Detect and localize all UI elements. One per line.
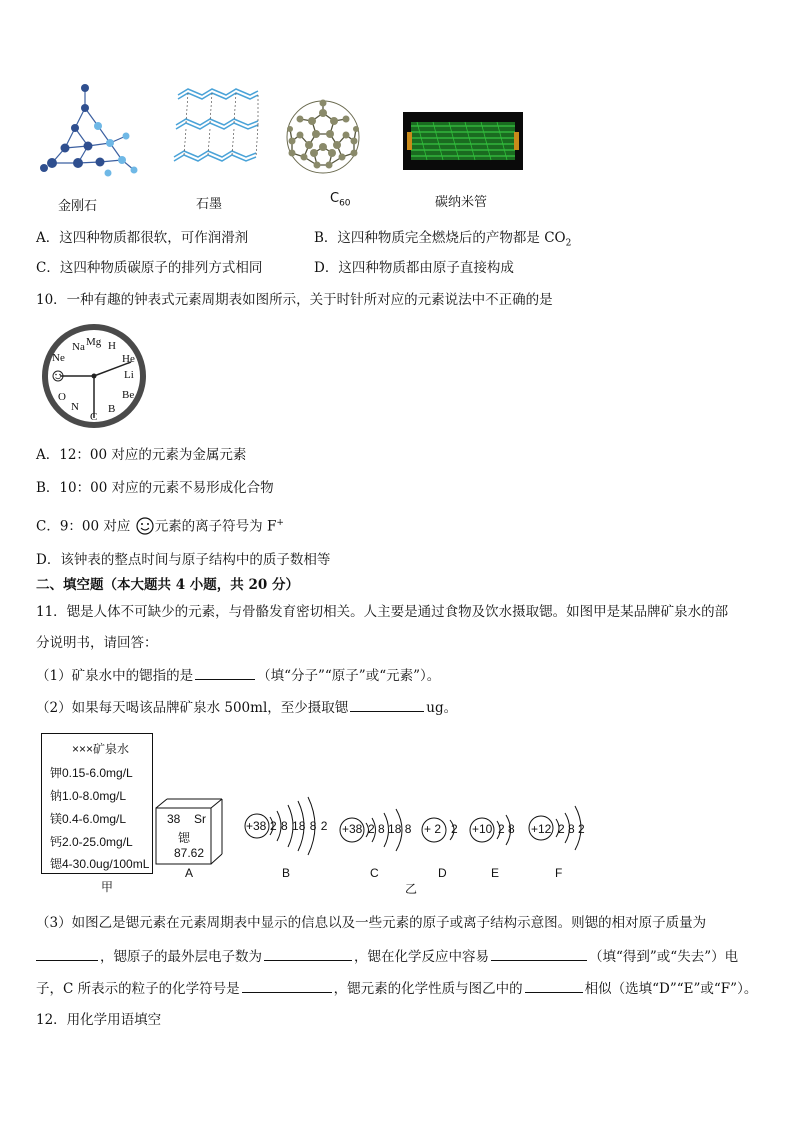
electron-shells: 2 8 2 [558,822,585,836]
clock-label-c: C [90,411,98,423]
q10-stem: 10．一种有趣的钟表式元素周期表如图所示，关于时针所对应的元素说法中不正确的是 [36,292,553,308]
clock-label-na: Na [72,341,85,353]
structure-caption: D [438,866,447,880]
q11-stem-line2: 分说明书，请回答： [36,635,158,651]
q11-part3-line3: 子，C 所表示的粒子的化学符号是 ，锶元素的化学性质与图乙中的 相似（选填“D”“E”或“F”）。 [36,978,757,998]
answer-blank[interactable] [195,665,255,680]
element-card-caption: A [185,866,194,880]
answer-blank[interactable] [491,946,587,961]
answer-blank[interactable] [350,697,424,712]
label-line: 钙2.0-25.0mg/L [50,835,133,849]
electron-shells: 2 8 [498,822,515,836]
label-line: 钠1.0-8.0mg/L [50,789,127,803]
section-heading: 二、填空题（本大题共 4 小题，共 20 分） [36,577,299,593]
q11-part1: （1）矿泉水中的锶指的是 （填“分子”“原子”或“元素”）。 [36,665,440,685]
clock-label-mg: Mg [86,336,102,348]
label-line: 锶4-30.0ug/100mL [50,857,150,871]
nanotube-caption: 碳纳米管 [435,195,488,210]
label-box-caption: 甲 [101,880,114,894]
element-mass: 87.62 [174,846,205,860]
q11-stem-line1: 11．锶是人体不可缺少的元素，与骨骼发育密切相关。人主要是通过食物及饮水摄取锶。如图甲是某品牌矿泉水的部 [36,604,729,620]
diamond-caption: 金刚石 [58,199,98,214]
c60-caption: $C_{60}$ [330,191,351,209]
answer-blank[interactable] [36,946,98,961]
q12-stem: 12．用化学用语填空 [36,1012,162,1028]
nucleus-charge: +10 [472,822,493,836]
c60-structure-image [282,95,364,181]
element-symbol: Sr [194,812,206,826]
element-name: 锶 [178,831,191,845]
q11-part2: （2）如果每天喝该品牌矿泉水 500ml，至少摄取锶 ug。 [36,697,457,717]
q10-option-c: C．9：00 对应 元素的离子符号为 F+ [36,518,284,535]
clock-label-h: H [108,340,116,352]
q10-option-a: A．12：00 对应的元素为金属元素 [36,447,247,463]
electron-shells: 2 [451,822,458,836]
clock-label-be: Be [122,389,135,401]
label-title: ×××矿泉水 [72,742,130,756]
clock-label-b: B [108,403,116,415]
diamond-structure-image [30,78,150,178]
clock-label-n: N [71,401,79,413]
nucleus-charge: +38 [246,819,267,833]
nucleus-charge: +38 [342,822,363,836]
clock-label-li: Li [124,369,134,381]
graphite-caption: 石墨 [196,197,223,212]
nanotube-structure-image [403,112,523,170]
answer-blank[interactable] [525,978,583,993]
structure-caption: F [555,866,563,880]
group-caption: 乙 [405,882,418,896]
element-number: 38 [167,812,181,826]
structure-caption: B [282,866,291,880]
element-clock-image [38,322,150,430]
label-line: 镁0.4-6.0mg/L [50,812,127,826]
label-line: 钾0.15-6.0mg/L [50,766,133,780]
q9-option-b: B．这四种物质完全燃烧后的产物都是 $CO_2$ [314,230,572,249]
nucleus-charge: +12 [531,822,552,836]
clock-label-ne: Ne [52,352,65,364]
smiley-face-icon [135,517,155,535]
q10-option-d: D．该钟表的整点时间与原子结构中的质子数相等 [36,552,331,568]
structure-caption: E [491,866,500,880]
answer-blank[interactable] [242,978,332,993]
q9-option-c: C．这四种物质碳原子的排列方式相同 [36,260,263,276]
mineral-water-label-box [41,733,153,874]
q9-option-d: D．这四种物质都由原子直接构成 [314,260,514,276]
q10-option-b: B．10：00 对应的元素不易形成化合物 [36,480,274,496]
structure-caption: C [370,866,379,880]
electron-shells: 2 8 18 8 [368,822,412,836]
q9-option-a: A．这四种物质都很软，可作润滑剂 [36,230,249,246]
electron-shells: 2 8 18 8 2 [270,819,328,833]
graphite-structure-image [172,85,264,177]
q11-part3-line1: （3）如图乙是锶元素在元素周期表中显示的信息以及一些元素的原子或离子结构示意图。则锶的相对原子质量为 [36,915,707,931]
answer-blank[interactable] [264,946,352,961]
clock-label-he: He [122,353,135,365]
q11-part3-line2: ，锶原子的最外层电子数为 ，锶在化学反应中容易 （填“得到”或“失去”）电 [36,946,738,966]
clock-label-o: O [58,391,66,403]
nucleus-charge: + 2 [424,822,442,836]
